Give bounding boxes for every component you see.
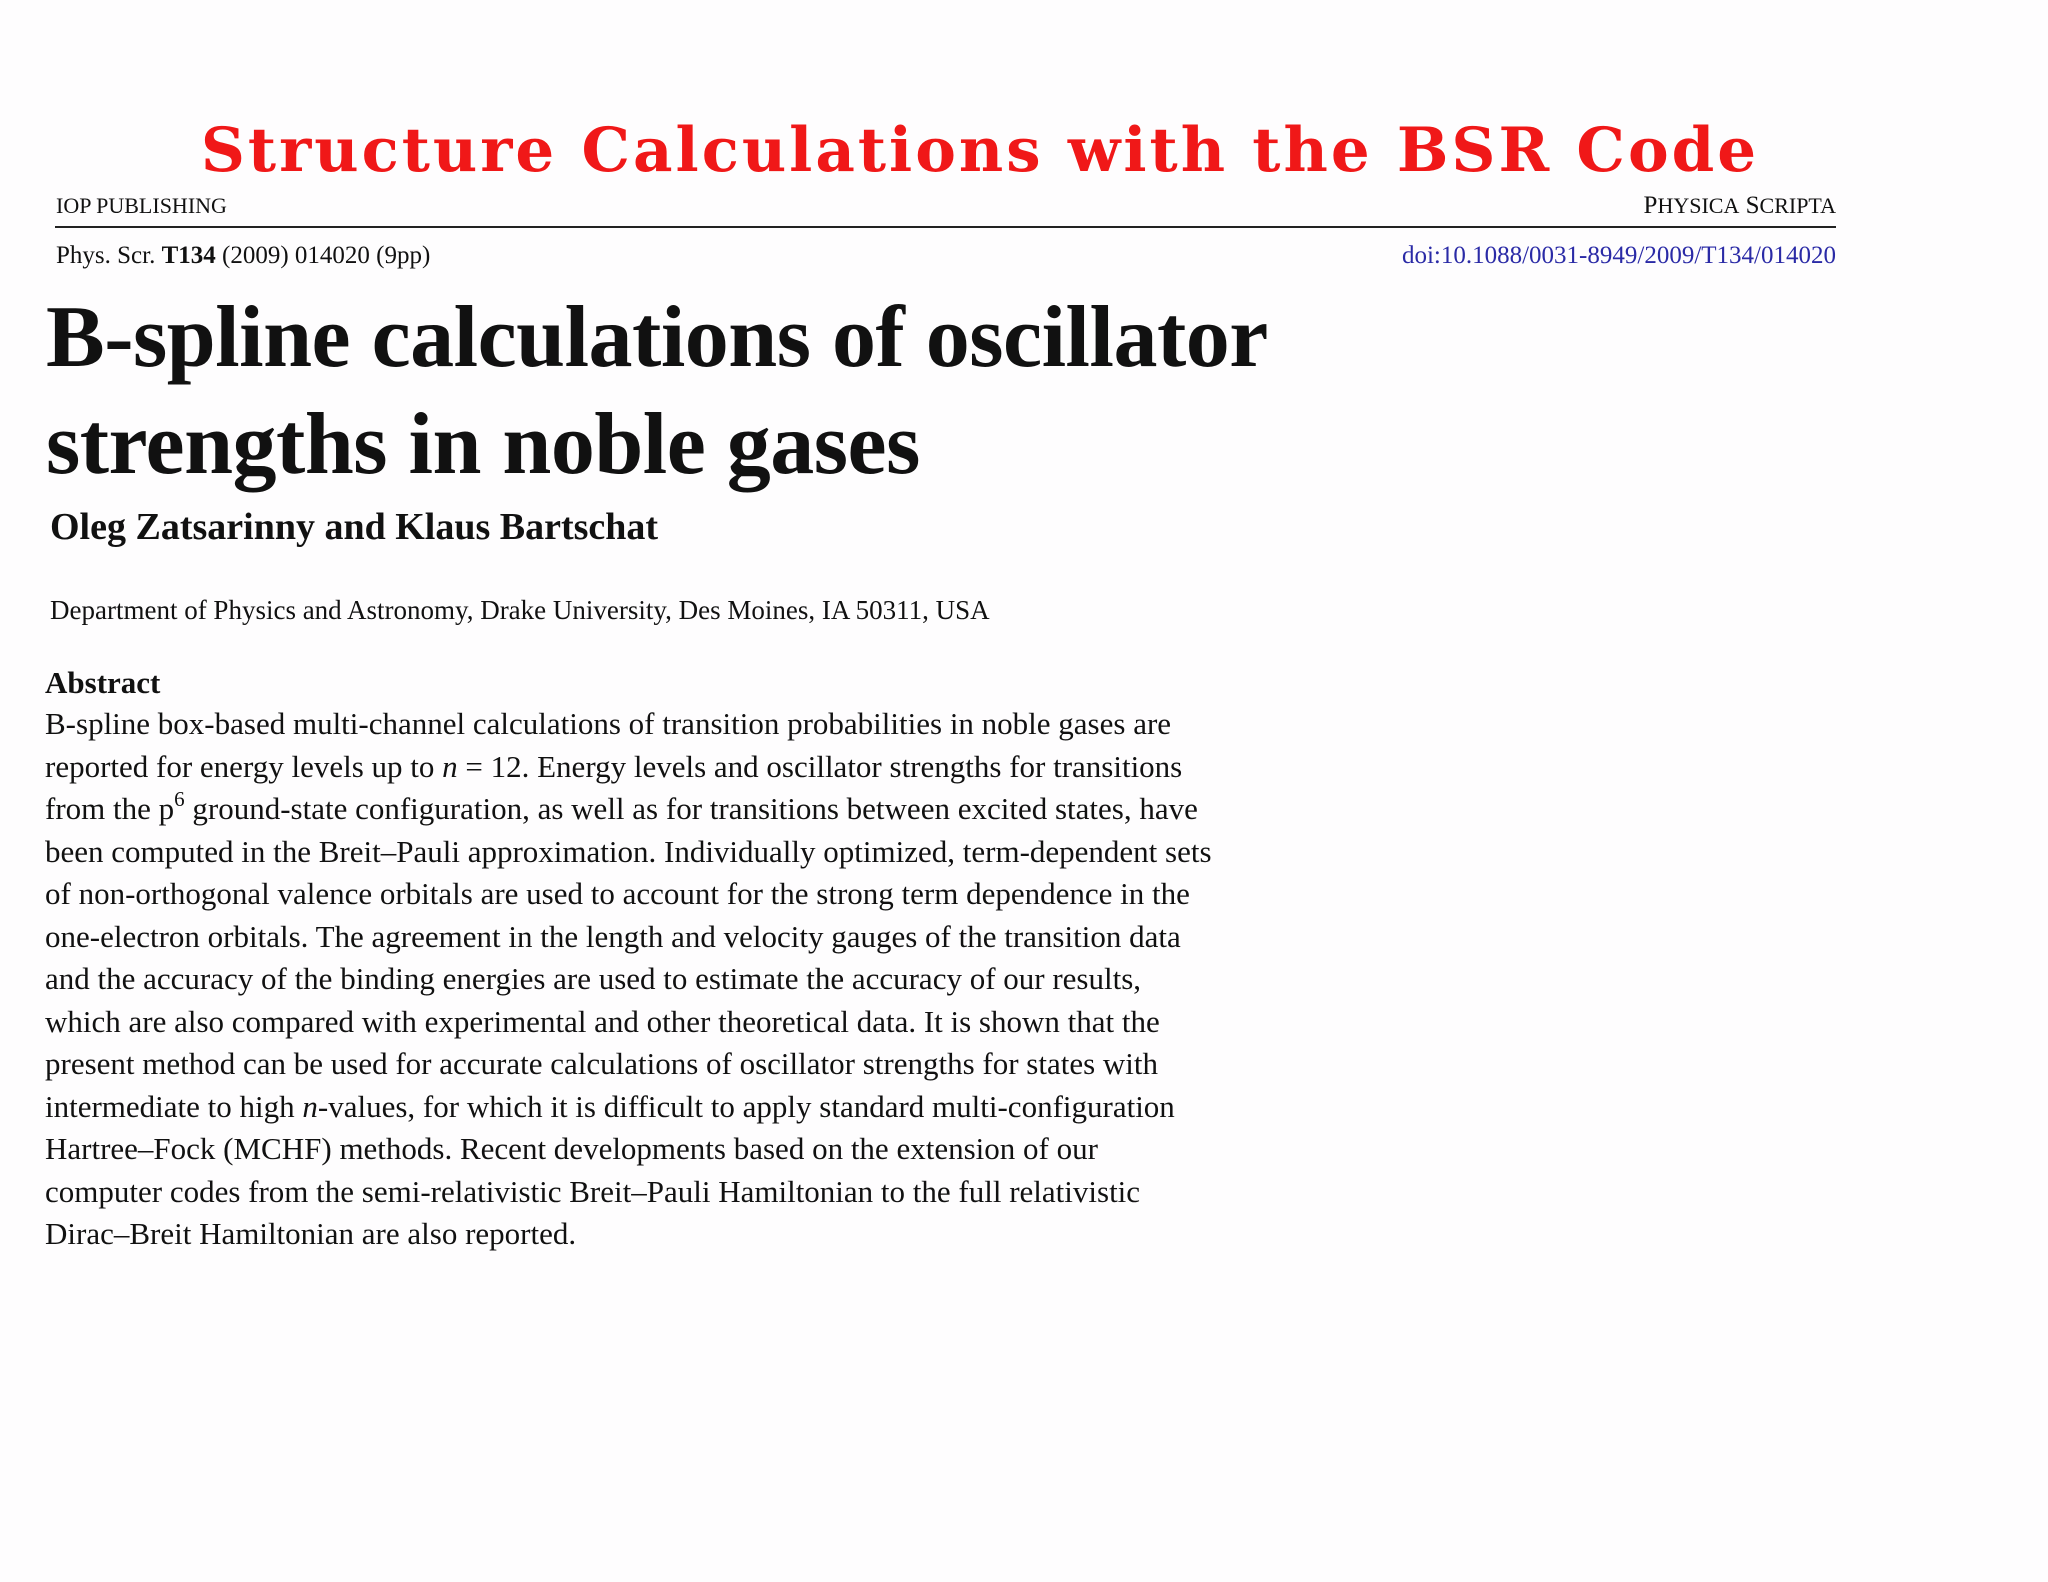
journal-name-p: P (1643, 192, 1658, 219)
abstract-line: Hartree–Fock (MCHF) methods. Recent developments based on the extension of our (45, 1131, 1098, 1166)
abstract-line: Dirac–Breit Hamiltonian are also reported. (45, 1216, 577, 1251)
abstract-body (45, 703, 1212, 1256)
abstract-line: of non-orthogonal valence orbitals are used to account for the strong term dependence in the (45, 876, 1190, 911)
abstract-line: present method can be used for accurate calculations of oscillator strengths for states with (45, 1046, 1159, 1081)
abstract-text: ground-state configuration, as well as for transitions between excited states, have (184, 791, 1198, 826)
abstract-line (45, 746, 1212, 789)
abstract-heading: Abstract (45, 665, 161, 700)
abstract-text: reported for energy levels up to (45, 748, 443, 784)
publisher-name-rest: UBLISHING (108, 193, 227, 218)
abstract-italic-n: n (442, 748, 458, 784)
journal-name-hysica: HYSICA (1657, 193, 1740, 218)
abstract-italic-n: n (302, 1088, 318, 1124)
slide-title: Structure Calculations with the BSR Code (200, 115, 1760, 186)
publisher-name (56, 194, 227, 218)
abstract-line: computer codes from the semi-relativistic Breit–Pauli Hamiltonian to the full relativistic (45, 1173, 1141, 1209)
abstract-line: and the accuracy of the binding energies are used to estimate the accuracy of our results, (45, 961, 1142, 996)
abstract-line (45, 788, 1212, 831)
authors: Oleg Zatsarinny and Klaus Bartschat (50, 506, 659, 548)
abstract-line: which are also compared with experimental and other theoretical data. It is shown that the (45, 1003, 1160, 1039)
paper-title-line: B-spline calculations of oscillator (46, 289, 1268, 386)
citation-volume: T134 (161, 242, 216, 269)
abstract-line: B-spline box-based multi-channel calculations of transition probabilities in noble gases are (45, 706, 1172, 741)
citation (56, 242, 430, 270)
abstract-text: -values, for which it is difficult to apply standard multi-configuration (317, 1088, 1175, 1124)
journal-name-s: S (1739, 192, 1760, 219)
abstract-line (45, 1086, 1212, 1129)
affiliation: Department of Physics and Astronomy, Drake University, Des Moines, IA 50311, USA (50, 595, 990, 625)
publisher-name-initial: IOP P (56, 193, 109, 218)
doi-link[interactable]: doi:10.1088/0031-8949/2009/T134/014020 (1401, 242, 1836, 269)
citation-suffix: (2009) 014020 (9pp) (215, 242, 431, 269)
journal-name-cripta: CRIPTA (1759, 193, 1836, 218)
abstract-text: = 12. Energy levels and oscillator strengths for transitions (457, 748, 1183, 784)
abstract-line: one-electron orbitals. The agreement in the length and velocity gauges of the transition data (45, 918, 1181, 954)
abstract-text: from the p (45, 791, 175, 826)
abstract-text: intermediate to high (45, 1088, 303, 1124)
abstract-superscript: 6 (174, 786, 185, 811)
header-divider (55, 226, 1836, 228)
paper-title (46, 284, 1268, 498)
paper-title-line: strengths in noble gases (46, 396, 920, 493)
abstract-line: been computed in the Breit–Pauli approximation. Individually optimized, term-dependent sets (45, 833, 1212, 869)
citation-prefix: Phys. Scr. (56, 242, 162, 269)
journal-name (1644, 194, 1836, 218)
